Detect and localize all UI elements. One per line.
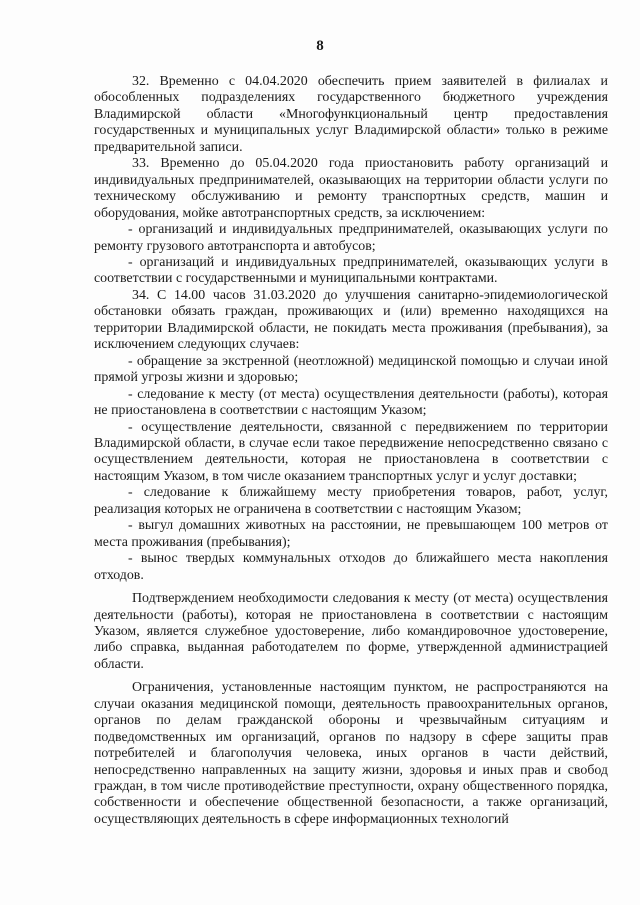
list-item-work-commute: - следование к месту (от места) осуществления деятельности (работы), которая не приостановлена в соответствии с настоящим Указом; xyxy=(94,386,608,419)
paragraph-34: 34. С 14.00 часов 31.03.2020 до улучшения санитарно-эпидемиологической обстановки обязать граждан, проживающих и (или) временно находящихся на территории Владимирской области, не покидать места проживания (пребывания), за исключением следующих случаев: xyxy=(94,287,608,353)
list-item-shopping: - следование к ближайшему месту приобретения товаров, работ, услуг, реализация которых не ограничена в соответствии с настоящим Указом; xyxy=(94,485,608,517)
paragraph-confirmation: Подтверждением необходимости следования к месту (от места) осуществления деятельности (работы), которая не приостановлена в соответствии с настоящим Указом, является служебное удостоверение, либо командировочное удостоверение, либо справка, выданная работодателем по форме, утвержденной администрацией области. xyxy=(94,591,608,672)
list-item-repair-trucks: - организаций и индивидуальных предпринимателей, оказывающих услуги по ремонту грузового автотранспорта и автобусов; xyxy=(94,222,608,254)
page-number: 8 xyxy=(316,38,324,54)
list-item-waste-disposal: - вынос твердых коммунальных отходов до ближайшего места накопления отходов. xyxy=(94,551,608,583)
document-body xyxy=(94,74,608,828)
paragraph-32: 32. Временно с 04.04.2020 обеспечить прием заявителей в филиалах и обособленных подразделениях государственного бюджетного учреждения Владимирской области «Многофункциональный центр предоставления государственных и муниципальных услуг Владимирской области» только в режиме предварительной записи. xyxy=(94,74,608,155)
list-item-pet-walking: - выгул домашних животных на расстоянии, не превышающем 100 метров от места проживания (пребывания); xyxy=(94,518,608,550)
paragraph-33: 33. Временно до 05.04.2020 года приостановить работу организаций и индивидуальных предпринимателей, оказывающих на территории области услуги по техническому обслуживанию и ремонту транспортных средств, машин и оборудования, мойке автотранспортных средств, за исключением: xyxy=(94,156,608,221)
list-item-medical-help: - обращение за экстренной (неотложной) медицинской помощью и случаи иной прямой угрозы жизни и здоровью; xyxy=(94,353,608,386)
list-item-work-travel: - осуществление деятельности, связанной с передвижением по территории Владимирской области, в случае если такое передвижение непосредственно связано с осуществлением деятельности, которая не приостановлена в соответствии с настоящим Указом, в том числе оказанием транспортных услуг и услуг доставки; xyxy=(94,419,608,484)
list-item-state-contracts: - организаций и индивидуальных предпринимателей, оказывающих услуги в соответствии с государственными и муниципальными контрактами. xyxy=(94,254,608,287)
paragraph-restrictions: Ограничения, установленные настоящим пунктом, не распространяются на случаи оказания медицинской помощи, деятельность правоохранительных органов, органов по делам гражданской обороны и чрезвычайным ситуациям и подведомственных им организаций, органов по надзору в сфере защиты прав потребителей и благополучия человека, иных органов в части действий, непосредственно направленных на защиту жизни, здоровья и иных прав и свобод граждан, в том числе противодействие преступности, охрану общественного порядка, собственности и обеспечение общественной безопасности, а также организаций, осуществляющих деятельность в сфере информационных технологий xyxy=(94,680,608,827)
